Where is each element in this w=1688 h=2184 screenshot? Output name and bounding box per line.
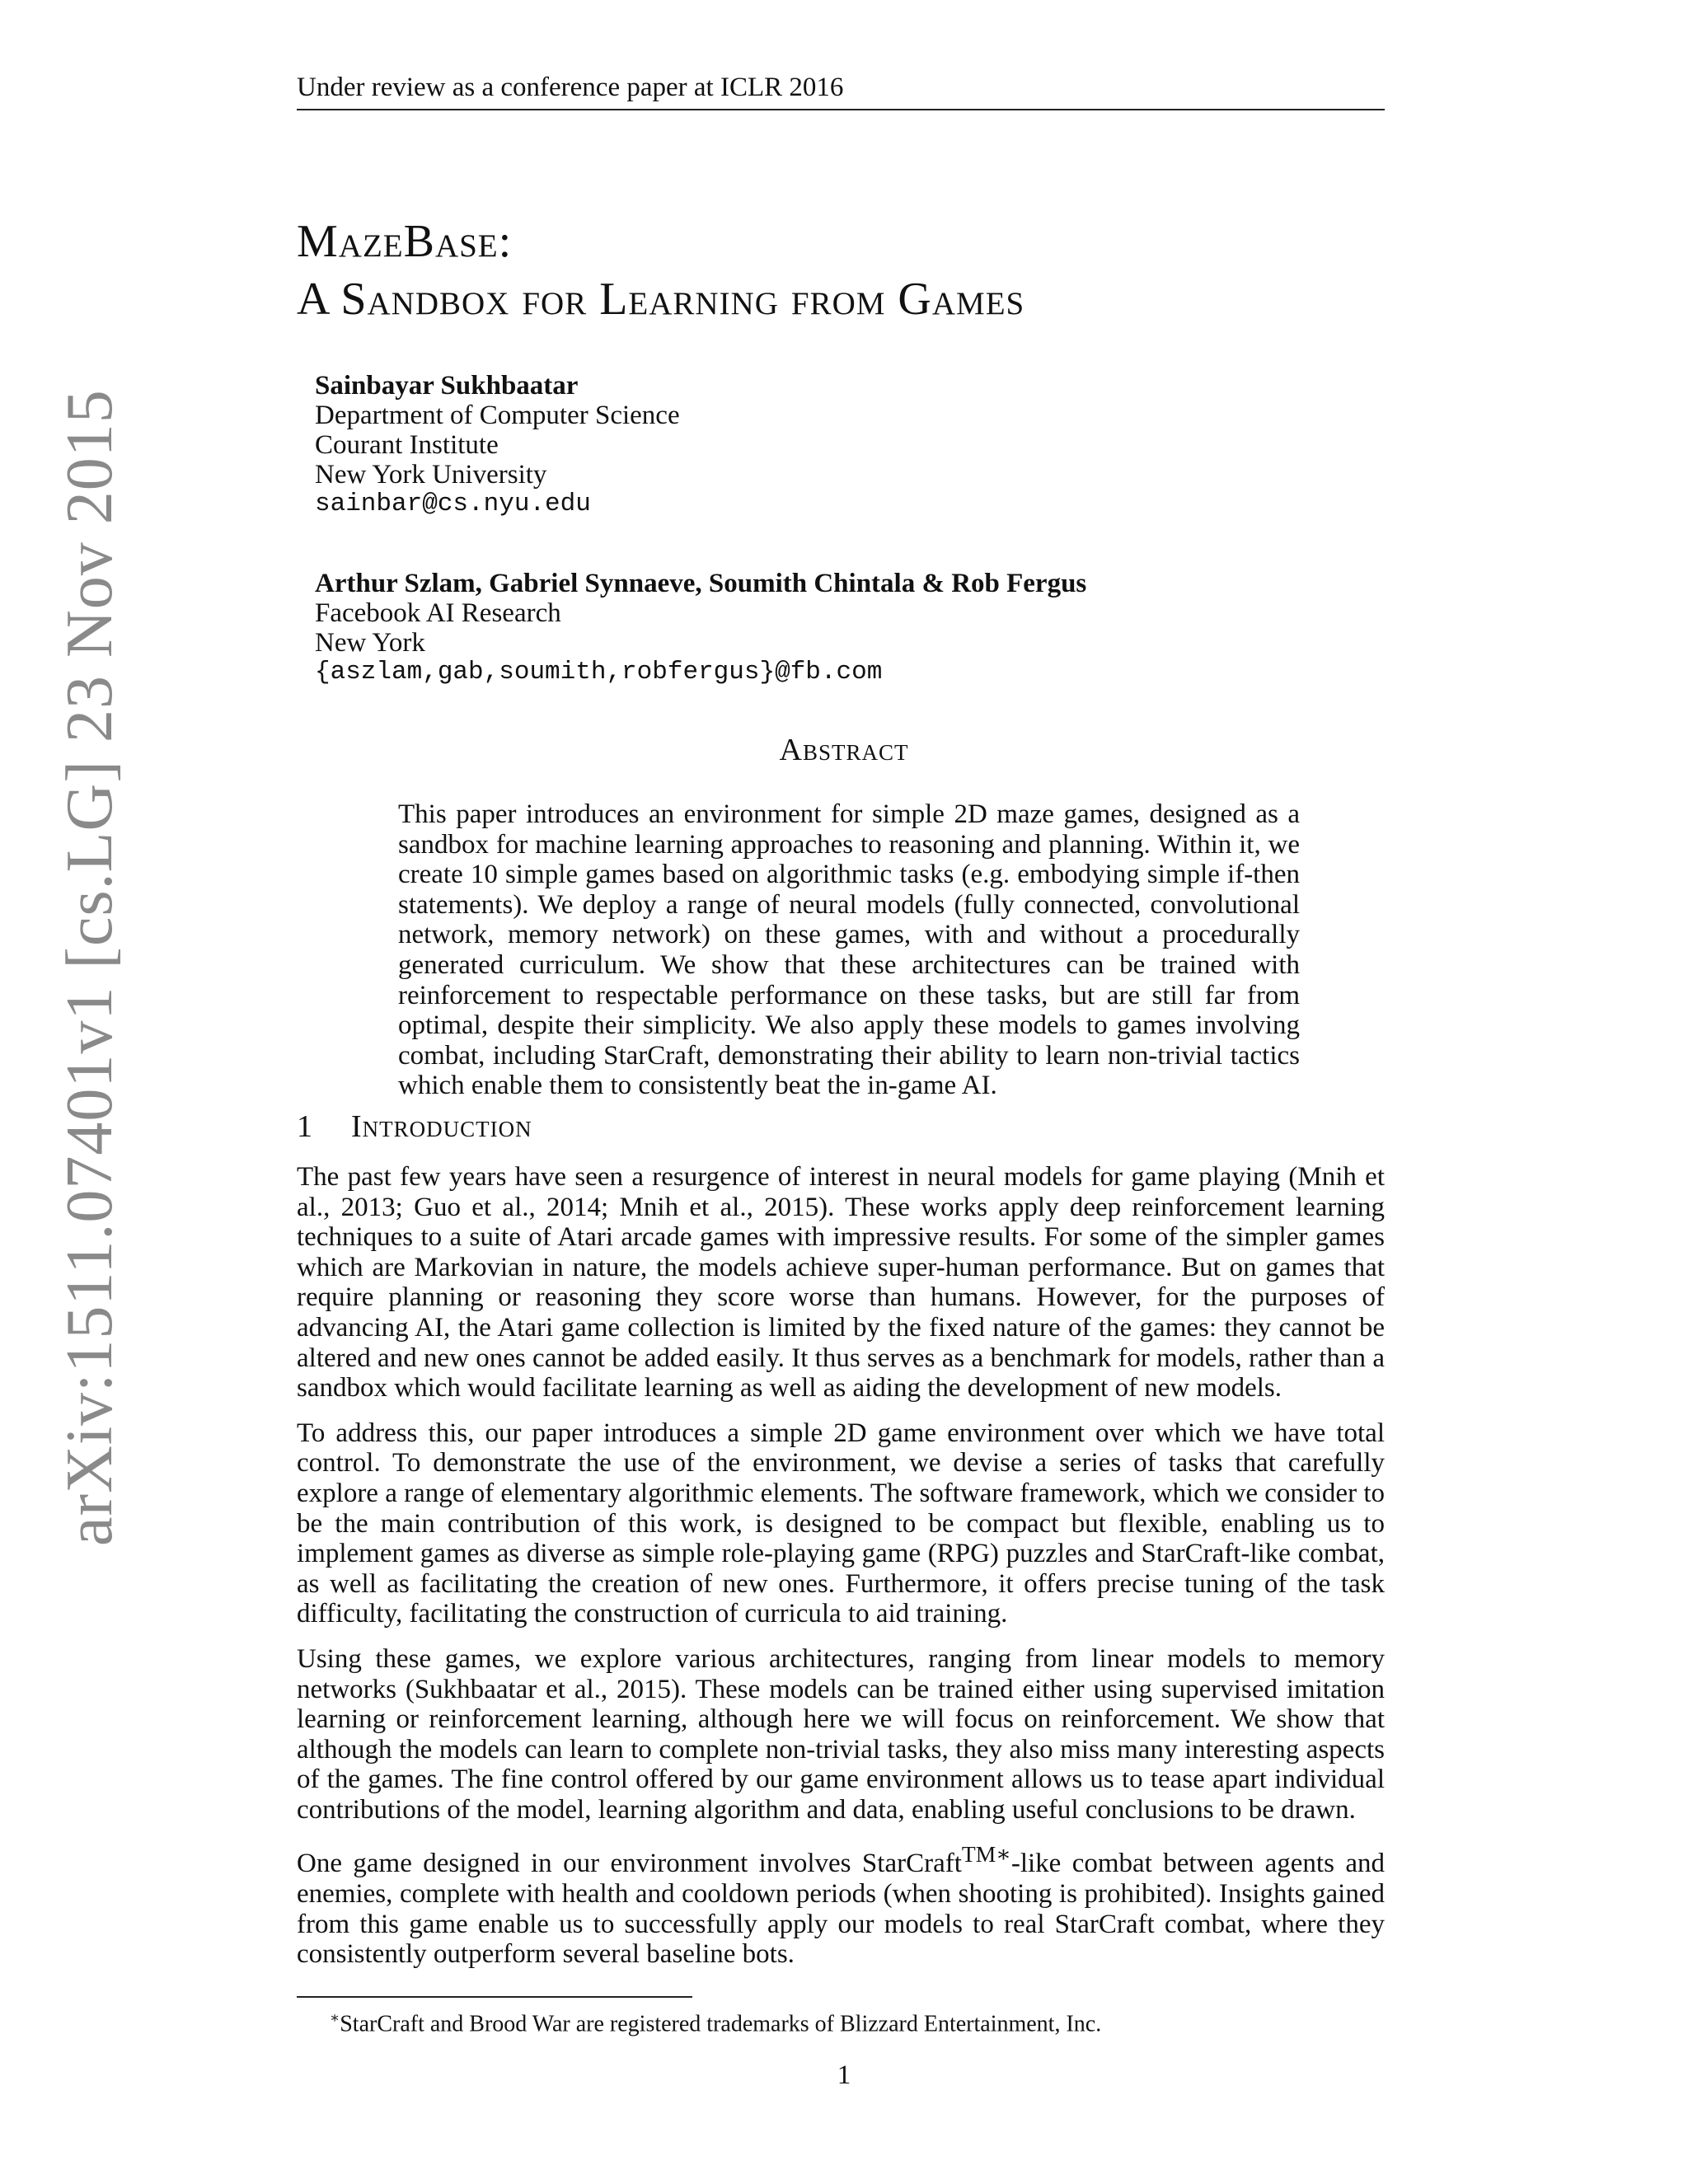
paragraph: The past few years have seen a resurgence of interest in neural models for game playing (Mnih et al., 2013; Guo et al., 2014; Mnih et al., 2015). These works apply deep reinforcement learning techniques to a suite of Atari arcade games with impressive results. For some of the simpler games which are Markovian in nature, the models achieve super-human performance. But on games that require planning or reasoning they score worse than humans. However, for the purposes of advancing AI, the Atari game collection is limited by the fixed nature of the games: they cannot be altered and new ones cannot be added easily. It thus serves as a benchmark for models, rather than a sandbox which would facilitate learning as well as aiding the development of new models. bbox=[297, 1162, 1385, 1404]
author-email: sainbar@cs.nyu.edu bbox=[315, 490, 591, 518]
author-block-1 bbox=[315, 371, 680, 519]
section-number: 1 bbox=[297, 1109, 312, 1144]
page-number: 1 bbox=[837, 2060, 851, 2090]
author-block-2 bbox=[315, 569, 1086, 687]
title-line-1: MazeBase: bbox=[297, 216, 513, 267]
author-names: Arthur Szlam, Gabriel Synnaeve, Soumith Chintala & Rob Fergus bbox=[315, 569, 1087, 598]
paragraph-text: -like combat between agents and enemies, complete with health and cooldown periods (when shooting is prohibited). Insights gained from this game enable us to successfully apply our models to real StarCraft combat, where they consistently outperform several baseline bots. bbox=[297, 1849, 1385, 1970]
trademark-superscript: TM∗ bbox=[961, 1841, 1011, 1868]
section-title: Introduction bbox=[351, 1109, 532, 1144]
paragraph bbox=[297, 1840, 1385, 1969]
footnote-mark: ∗ bbox=[330, 2009, 340, 2026]
footnote-rule bbox=[297, 1996, 692, 1998]
footnote-text: StarCraft and Brood War are registered trademarks of Blizzard Entertainment, Inc. bbox=[340, 2011, 1102, 2037]
running-header: Under review as a conference paper at ICLR 2016 bbox=[297, 71, 1385, 110]
footnote bbox=[330, 2004, 1101, 2037]
paragraph: Using these games, we explore various architectures, ranging from linear models to memory networks (Sukhbaatar et al., 2015). These models can be trained either using supervised imitation learning or reinforcement learning, although here we will focus on reinforcement. We show that although the models can learn to complete non-trivial tasks, they also miss many interesting aspects of the games. The fine control offered by our game environment allows us to tease apart individual contributions of the model, learning algorithm and data, enabling useful conclusions to be drawn. bbox=[297, 1643, 1385, 1825]
title-line-2: A Sandbox for Learning from Games bbox=[297, 274, 1025, 325]
abstract-heading: Abstract bbox=[779, 733, 909, 767]
author-name: Sainbayar Sukhbaatar bbox=[315, 371, 579, 401]
affiliation-line: Courant Institute bbox=[315, 430, 499, 460]
section-heading bbox=[297, 1108, 532, 1145]
author-emails: {aszlam,gab,soumith,robfergus}@fb.com bbox=[315, 658, 883, 687]
paper-title bbox=[297, 213, 1385, 328]
abstract-text: This paper introduces an environment for simple 2D maze games, designed as a sandbox for machine learning approaches to reasoning and planning. Within it, we create 10 simple games based on algorithmic tasks (e.g. embodying simple if-then statements). We deploy a range of neural models (fully connected, convolutional network, memory network) on these games, with and without a procedurally generated curriculum. We show that these architectures can be trained with reinforcement to respectable performance on these tasks, but are still far from optimal, despite their simplicity. We also apply these models to games involving combat, including StarCraft, demonstrating their ability to learn non-trivial tactics which enable them to consistently beat the in-game AI. bbox=[398, 799, 1300, 1101]
affiliation-line: Facebook AI Research bbox=[315, 598, 561, 628]
paragraph: To address this, our paper introduces a simple 2D game environment over which we have total control. To demonstrate the use of the environment, we devise a series of tasks that carefully explore a range of elementary algorithmic elements. The software framework, which we consider to be the main contribution of this work, is designed to be compact but flexible, enabling us to implement games as diverse as simple role-playing game (RPG) puzzles and StarCraft-like combat, as well as facilitating the creation of new ones. Furthermore, it offers precise tuning of the task difficulty, facilitating the construction of curricula to aid training. bbox=[297, 1418, 1385, 1629]
affiliation-line: New York bbox=[315, 628, 425, 658]
affiliation-line: Department of Computer Science bbox=[315, 401, 680, 430]
section-body bbox=[297, 1162, 1385, 1985]
paragraph-text: One game designed in our environment involves StarCraft bbox=[297, 1849, 962, 1879]
affiliation-line: New York University bbox=[315, 460, 547, 490]
arxiv-side-stamp: arXiv:1511.07401v1 [cs.LG] 23 Nov 2015 bbox=[54, 389, 126, 1546]
